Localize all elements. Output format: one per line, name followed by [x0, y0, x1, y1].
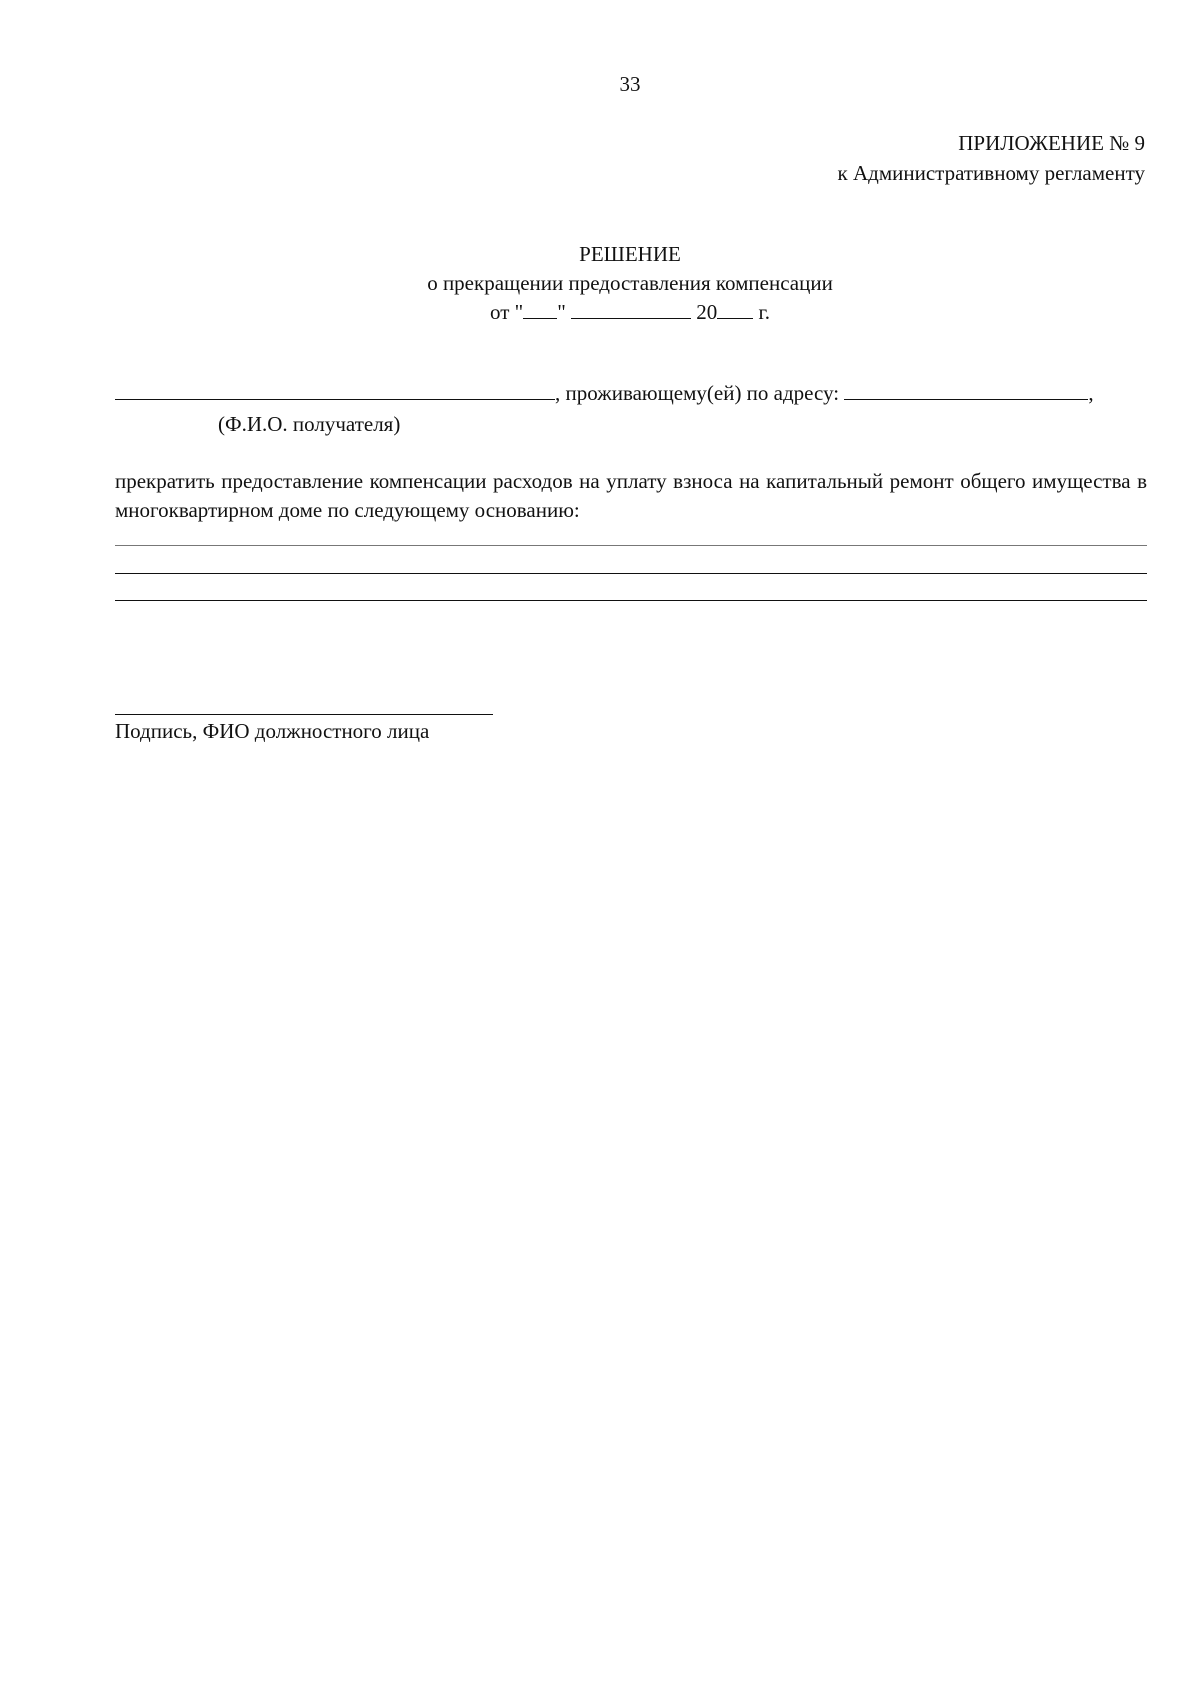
trailing-comma: , — [1088, 381, 1094, 405]
decision-heading: РЕШЕНИЕ — [579, 242, 681, 266]
date-prefix: от " — [489, 300, 524, 324]
date-day-blank[interactable] — [523, 300, 557, 319]
date-month-blank[interactable] — [571, 300, 691, 319]
recipient-fio-blank[interactable] — [115, 381, 555, 400]
reason-line-2[interactable] — [115, 573, 1147, 574]
reason-line-1[interactable] — [115, 545, 1147, 546]
recipient-address-blank[interactable] — [844, 381, 1088, 400]
signature-caption: Подпись, ФИО должностного лица — [115, 719, 430, 743]
decision-date-line — [0, 298, 1200, 327]
decision-title-block — [0, 240, 1200, 327]
address-label: , проживающему(ей) по адресу: — [555, 381, 840, 405]
fio-caption: (Ф.И.О. получателя) — [218, 412, 401, 436]
date-year-prefix: 20 — [696, 300, 718, 324]
appendix-header — [838, 128, 1145, 188]
decision-body-text: прекратить предоставление компенсации расходов на уплату взноса на капитальный ремонт общего имущества в многоквартирном доме по следующему основанию: — [115, 469, 1147, 522]
appendix-reference: к Административному регламенту — [837, 161, 1145, 185]
appendix-title: ПРИЛОЖЕНИЕ № 9 — [958, 131, 1145, 155]
date-suffix: г. — [758, 300, 771, 324]
reason-line-3[interactable] — [115, 600, 1147, 601]
date-year-blank[interactable] — [717, 300, 753, 319]
recipient-line — [115, 381, 1094, 406]
page-number: 33 — [619, 72, 641, 96]
date-quote-close: " — [557, 300, 566, 324]
decision-subheading: о прекращении предоставления компенсации — [427, 271, 833, 295]
signature-line[interactable] — [115, 714, 493, 715]
